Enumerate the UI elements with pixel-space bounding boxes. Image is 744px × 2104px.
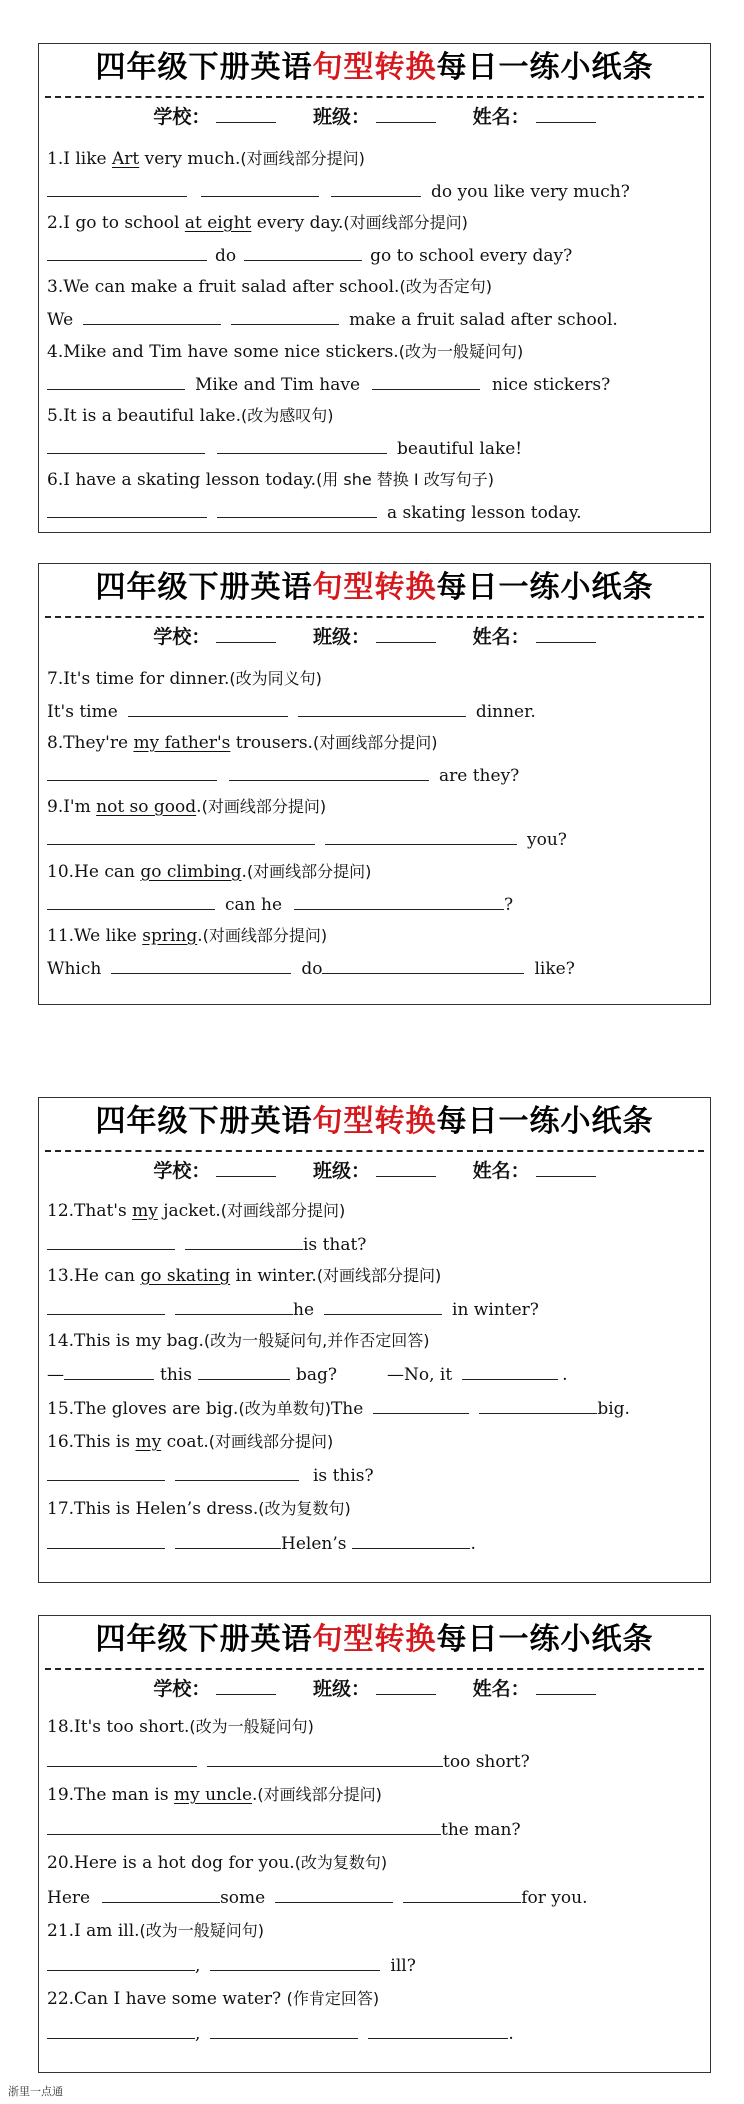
answer-blank[interactable]: [403, 1886, 521, 1903]
answer-blank[interactable]: [47, 1298, 165, 1315]
worksheet-card-3: [38, 1097, 711, 1583]
question-5: 5.It is a beautiful lake.(改为感叹句): [47, 406, 334, 426]
question-19: 19.The man is my uncle.(对画线部分提问): [47, 1785, 382, 1805]
student-info-row: 学校： 班级： 姓名：: [39, 102, 710, 132]
question-16: 16.This is my coat.(对画线部分提问): [47, 1432, 334, 1452]
answer-blank[interactable]: [373, 1397, 469, 1414]
answer-blank[interactable]: [47, 828, 315, 845]
name-blank[interactable]: [536, 1158, 596, 1177]
question-12: 12.That's my jacket.(对画线部分提问): [47, 1201, 346, 1221]
answer-blank[interactable]: [294, 893, 504, 910]
name-blank[interactable]: [536, 104, 596, 123]
question-2: 2.I go to school at eight every day.(对画线部分提问): [47, 213, 468, 233]
answer-5: beautiful lake!: [47, 437, 704, 460]
question-13: 13.He can go skating in winter.(对画线部分提问): [47, 1266, 442, 1286]
name-blank[interactable]: [536, 624, 596, 643]
answer-blank[interactable]: [229, 764, 429, 781]
answer-blank[interactable]: [479, 1397, 597, 1414]
answer-blank[interactable]: [298, 700, 466, 717]
answer-14: — this bag? —No, it .: [47, 1365, 568, 1385]
worksheet-card-4: [38, 1615, 711, 2073]
class-blank[interactable]: [376, 1158, 436, 1177]
answer-blank[interactable]: [47, 1233, 175, 1250]
answer-blank[interactable]: [275, 1886, 393, 1903]
class-blank[interactable]: [376, 624, 436, 643]
answer-blank[interactable]: [331, 180, 421, 197]
worksheet-card-2: [38, 563, 711, 1005]
dashed-divider: [45, 1150, 704, 1152]
answer-blank[interactable]: [210, 2022, 358, 2039]
student-info-row: 学校： 班级： 姓名：: [39, 1156, 710, 1186]
answer-blank[interactable]: [207, 1750, 443, 1767]
answer-19: the man?: [47, 1818, 704, 1841]
student-info-row: 学校： 班级： 姓名：: [39, 1674, 710, 1704]
question-7: 7.It's time for dinner.(改为同义句): [47, 669, 322, 689]
answer-blank[interactable]: [83, 308, 221, 325]
answer-blank[interactable]: [47, 1532, 165, 1549]
school-blank[interactable]: [216, 1676, 276, 1695]
answer-blank[interactable]: [128, 700, 288, 717]
school-blank[interactable]: [216, 624, 276, 643]
answer-10: can he ?: [47, 893, 704, 916]
class-blank[interactable]: [376, 104, 436, 123]
card-title: 四年级下册英语句型转换每日一练小纸条: [95, 50, 654, 85]
question-14: 14.This is my bag.(改为一般疑问句,并作否定回答): [47, 1331, 430, 1351]
question-10: 10.He can go climbing.(对画线部分提问): [47, 862, 372, 882]
answer-21: , ill?: [47, 1954, 704, 1977]
answer-3: We make a fruit salad after school.: [47, 310, 618, 330]
student-info-row: 学校： 班级： 姓名：: [39, 622, 710, 652]
answer-blank[interactable]: [47, 1818, 441, 1835]
answer-blank[interactable]: [325, 828, 517, 845]
answer-blank[interactable]: [47, 180, 187, 197]
answer-blank[interactable]: [47, 244, 207, 261]
answer-8: are they?: [47, 764, 704, 787]
question-21: 21.I am ill.(改为一般疑问句): [47, 1921, 265, 1941]
answer-blank[interactable]: [324, 1298, 442, 1315]
answer-blank[interactable]: [198, 1363, 290, 1380]
question-11: 11.We like spring.(对画线部分提问): [47, 926, 328, 946]
answer-20: Here some for you.: [47, 1888, 588, 1908]
school-blank[interactable]: [216, 1158, 276, 1177]
answer-1: do you like very much?: [47, 180, 704, 203]
answer-blank[interactable]: [201, 180, 319, 197]
question-15: 15.The gloves are big.(改为单数句)The big.: [47, 1399, 630, 1419]
answer-blank[interactable]: [47, 437, 205, 454]
question-9: 9.I'm not so good.(对画线部分提问): [47, 797, 327, 817]
school-blank[interactable]: [216, 104, 276, 123]
answer-blank[interactable]: [47, 501, 207, 518]
answer-blank[interactable]: [47, 1954, 195, 1971]
answer-22: , .: [47, 2022, 704, 2045]
answer-blank[interactable]: [217, 437, 387, 454]
answer-blank[interactable]: [372, 373, 480, 390]
question-8: 8.They're my father's trousers.(对画线部分提问): [47, 733, 438, 753]
question-17: 17.This is Helen’s dress.(改为复数句): [47, 1499, 351, 1519]
answer-blank[interactable]: [244, 244, 362, 261]
class-blank[interactable]: [376, 1676, 436, 1695]
answer-blank[interactable]: [102, 1886, 220, 1903]
answer-blank[interactable]: [47, 1464, 165, 1481]
answer-blank[interactable]: [175, 1298, 293, 1315]
footer-source: 浙里一点通: [8, 2085, 63, 2098]
name-blank[interactable]: [536, 1676, 596, 1695]
dashed-divider: [45, 1668, 704, 1670]
answer-blank[interactable]: [175, 1532, 281, 1549]
question-18: 18.It's too short.(改为一般疑问句): [47, 1717, 314, 1737]
question-22: 22.Can I have some water? (作肯定回答): [47, 1989, 380, 2009]
answer-blank[interactable]: [217, 501, 377, 518]
answer-blank[interactable]: [185, 1233, 303, 1250]
answer-blank[interactable]: [368, 2022, 508, 2039]
answer-blank[interactable]: [352, 1532, 470, 1549]
card-title: 四年级下册英语句型转换每日一练小纸条: [95, 570, 654, 605]
answer-blank[interactable]: [231, 308, 339, 325]
answer-blank[interactable]: [322, 957, 524, 974]
dashed-divider: [45, 96, 704, 98]
answer-9: you?: [47, 828, 704, 851]
answer-17: Helen’s .: [47, 1532, 704, 1555]
answer-18: too short?: [47, 1750, 704, 1773]
question-1: 1.I like Art very much.(对画线部分提问): [47, 149, 365, 169]
question-3: 3.We can make a fruit salad after school.(改为否定句): [47, 277, 492, 297]
answer-12: is that?: [47, 1233, 704, 1256]
answer-blank[interactable]: [175, 1464, 299, 1481]
answer-blank[interactable]: [111, 957, 291, 974]
answer-6: a skating lesson today.: [47, 501, 704, 524]
answer-blank[interactable]: [47, 893, 215, 910]
answer-13: he in winter?: [47, 1298, 704, 1321]
question-4: 4.Mike and Tim have some nice stickers.(改为一般疑问句): [47, 342, 524, 362]
answer-11: Which do like?: [47, 959, 575, 979]
card-title: 四年级下册英语句型转换每日一练小纸条: [95, 1104, 654, 1139]
answer-4: Mike and Tim have nice stickers?: [47, 373, 704, 396]
answer-7: It's time dinner.: [47, 702, 536, 722]
question-6: 6.I have a skating lesson today.(用 she 替换 I 改写句子): [47, 470, 494, 490]
answer-blank[interactable]: [47, 764, 217, 781]
answer-blank[interactable]: [64, 1363, 154, 1380]
question-20: 20.Here is a hot dog for you.(改为复数句): [47, 1853, 388, 1873]
answer-blank[interactable]: [47, 1750, 197, 1767]
answer-blank[interactable]: [210, 1954, 380, 1971]
answer-blank[interactable]: [47, 373, 185, 390]
answer-2: do go to school every day?: [47, 244, 704, 267]
dashed-divider: [45, 616, 704, 618]
answer-blank[interactable]: [462, 1363, 558, 1380]
card-title: 四年级下册英语句型转换每日一练小纸条: [95, 1622, 654, 1657]
answer-16: is this?: [47, 1464, 704, 1487]
answer-blank[interactable]: [47, 2022, 195, 2039]
worksheet-card-1: [38, 43, 711, 533]
